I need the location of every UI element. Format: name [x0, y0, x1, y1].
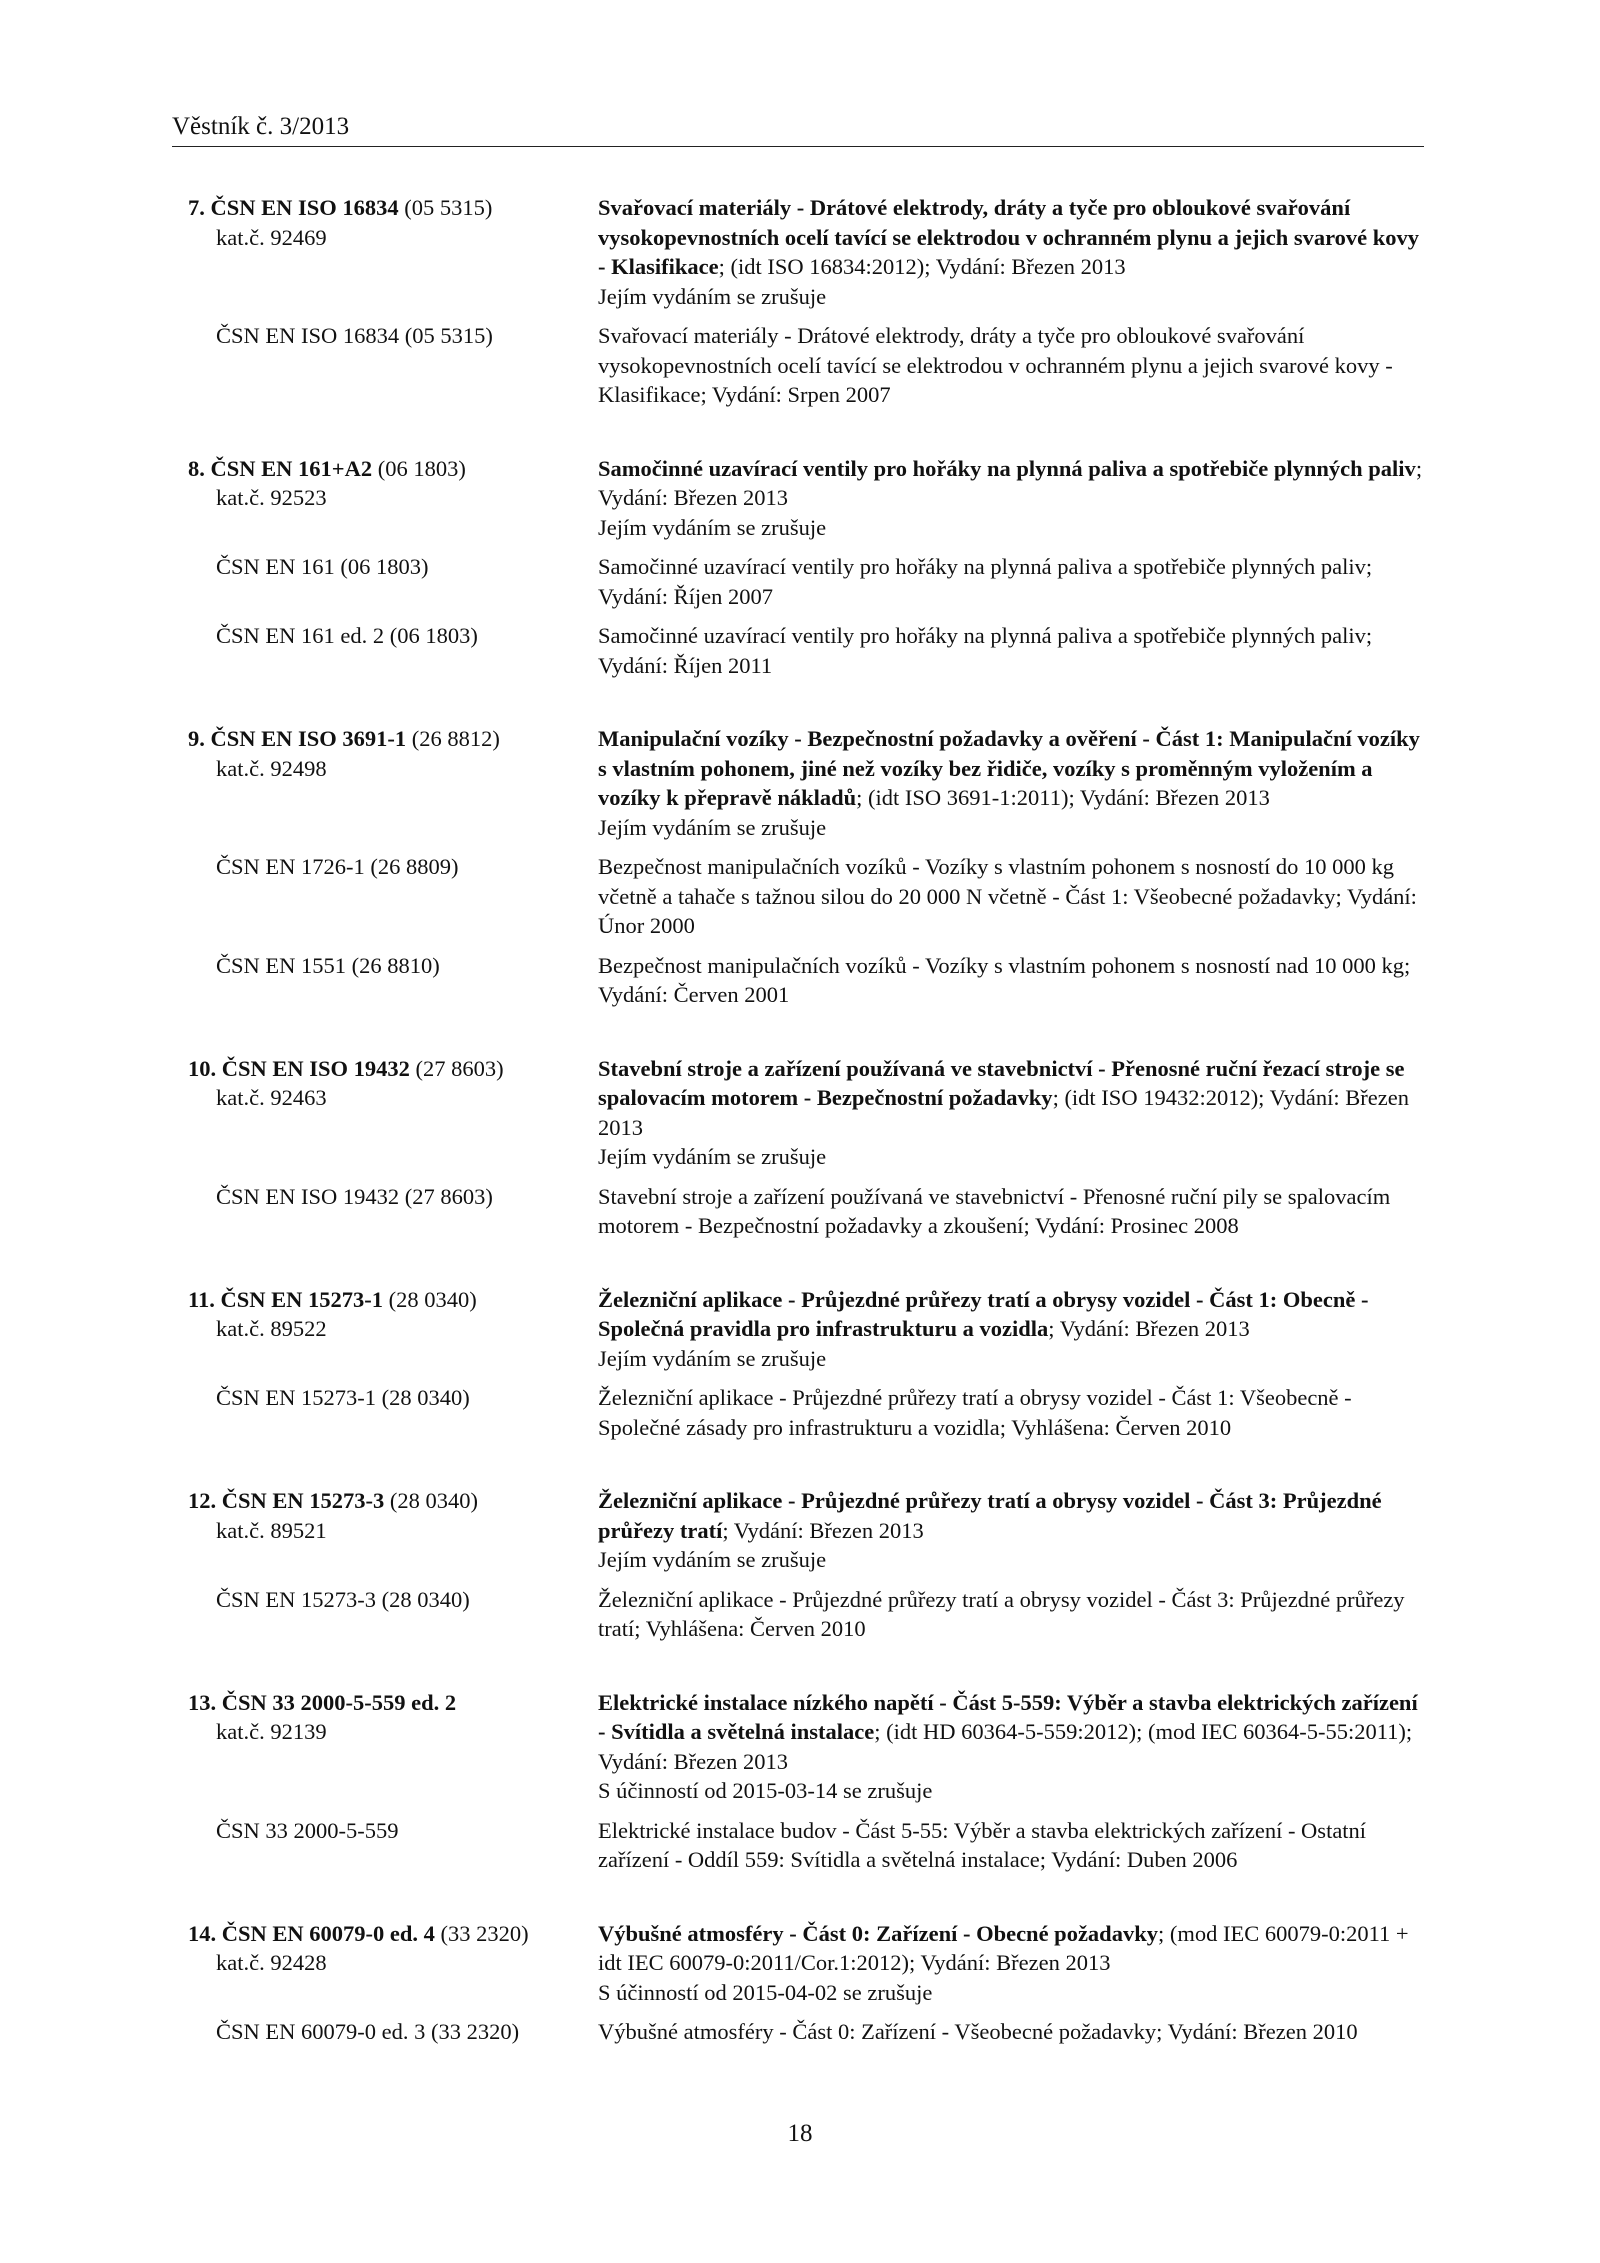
catalog-number: kat.č. 92498: [216, 755, 327, 781]
entry-description: [598, 1054, 1428, 1172]
entry-number: 10.: [188, 1055, 217, 1081]
standard-entry: [172, 1486, 1422, 1644]
classification-code: (05 5315): [404, 195, 493, 220]
replaced-standard-title: Železniční aplikace - Průjezdné průřezy tratí a obrysy vozidel - Část 1: Všeobecně - Společné zásady pro infrastrukturu a vozidla; Vyhlášena: Červen 2010: [598, 1385, 1352, 1440]
entry-description: [598, 193, 1428, 311]
entry-main-row: [172, 1486, 1422, 1575]
standard-title: Samočinné uzavírací ventily pro hořáky na plynná paliva a spotřebiče plynných paliv: [598, 455, 1416, 481]
entry-identifier: [172, 454, 598, 543]
standard-code: ČSN EN ISO 3691-1: [210, 726, 407, 751]
replaced-standard-row: [172, 621, 1422, 680]
catalog-number: kat.č. 92523: [216, 485, 327, 510]
entry-description: [598, 454, 1428, 543]
classification-code: (26 8812): [411, 726, 500, 751]
standard-code: ČSN EN 15273-1: [220, 1286, 384, 1312]
standard-code: ČSN EN 161+A2: [210, 455, 373, 481]
replaced-standard-row: [172, 1585, 1422, 1644]
standard-entry: [172, 1688, 1422, 1875]
replaced-standard-row: [172, 951, 1422, 1010]
standard-details: ; (idt HD 60364-5-559:2012); (mod IEC 60364-5-55:2011); Vydání: Březen 2013: [598, 1719, 1413, 1774]
standard-title: Výbušné atmosféry - Část 0: Zařízení - Obecné požadavky: [598, 1920, 1158, 1946]
entry-main-row: [172, 724, 1422, 842]
entry-description: [598, 1919, 1428, 2008]
replacement-note: S účinností od 2015-04-02 se zrušuje: [598, 1979, 933, 2005]
replaced-standard-code: ČSN EN 1551 (26 8810): [216, 952, 440, 978]
standard-entry: [172, 1919, 1422, 2047]
replaced-standard-code: ČSN EN ISO 16834 (05 5315): [216, 323, 493, 348]
entry-description: [598, 1486, 1428, 1575]
catalog-number: kat.č. 92463: [216, 1085, 327, 1110]
catalog-number: kat.č. 89521: [216, 1517, 327, 1543]
standard-details: ; (idt ISO 19432:2012); Vydání: Březen 2013: [598, 1085, 1409, 1140]
entry-identifier: [172, 1688, 598, 1806]
standard-title: Železniční aplikace - Průjezdné průřezy tratí a obrysy vozidel - Část 1: Obecně - Společná pravidla pro infrastrukturu a vozidla: [598, 1286, 1369, 1341]
replaced-standard-row: [172, 1182, 1422, 1241]
standard-code: ČSN 33 2000-5-559 ed. 2: [221, 1689, 457, 1715]
replacement-note: Jejím vydáním se zrušuje: [598, 1144, 827, 1169]
replaced-standard-title: Výbušné atmosféry - Část 0: Zařízení - Všeobecné požadavky; Vydání: Březen 2010: [598, 2019, 1358, 2044]
entry-main-row: [172, 1688, 1422, 1806]
replaced-standard-title: Samočinné uzavírací ventily pro hořáky na plynná paliva a spotřebiče plynných paliv; Vydání: Říjen 2007: [598, 554, 1373, 609]
entry-number: 8.: [188, 455, 205, 481]
entry-number: 7.: [188, 195, 205, 220]
classification-code: (27 8603): [415, 1055, 504, 1081]
replaced-standard-title: Stavební stroje a zařízení používaná ve stavebnictví - Přenosné ruční pily se spalovacím motorem - Bezpečnostní požadavky a zkoušení; Vydání: Prosinec 2008: [598, 1183, 1391, 1238]
replaced-standard-row: [172, 552, 1422, 611]
entry-number: 13.: [188, 1689, 217, 1715]
entry-main-row: [172, 454, 1422, 543]
entry-identifier: [172, 1285, 598, 1374]
standard-code: ČSN EN 60079-0 ed. 4: [221, 1920, 435, 1946]
entry-identifier: [172, 1919, 598, 2008]
replaced-standard-title: Samočinné uzavírací ventily pro hořáky na plynná paliva a spotřebiče plynných paliv; Vydání: Říjen 2011: [598, 623, 1373, 678]
entry-identifier: [172, 724, 598, 842]
replaced-standard-title: Bezpečnost manipulačních vozíků - Vozíky s vlastním pohonem s nosností do 10 000 kg včetně a tahače s tažnou silou do 20 000 N včetně - Část 1: Všeobecné požadavky; Vydání: Únor 2000: [598, 854, 1417, 938]
replaced-standard-code: ČSN EN 15273-1 (28 0340): [216, 1385, 470, 1410]
entry-number: 14.: [188, 1920, 217, 1946]
entry-identifier: [172, 193, 598, 311]
page-header: Věstník č. 3/2013: [172, 112, 1424, 147]
classification-code: (28 0340): [388, 1286, 477, 1312]
standard-entry: [172, 1285, 1422, 1443]
catalog-number: kat.č. 89522: [216, 1316, 327, 1341]
replaced-standard-row: [172, 2017, 1422, 2047]
replaced-standard-title: Elektrické instalace budov - Část 5-55: Výběr a stavba elektrických zařízení - Ostatní zařízení - Oddíl 559: Svítidla a světelná instalace; Vydání: Duben 2006: [598, 1817, 1367, 1872]
catalog-number: kat.č. 92428: [216, 1950, 327, 1975]
entry-main-row: [172, 193, 1422, 311]
standards-list: [172, 193, 1422, 2091]
replaced-standard-code: ČSN EN 60079-0 ed. 3 (33 2320): [216, 2019, 520, 2044]
standard-code: ČSN EN ISO 19432: [221, 1055, 410, 1081]
standard-details: ; (idt ISO 3691-1:2011); Vydání: Březen 2013: [856, 785, 1270, 810]
standard-title: Manipulační vozíky - Bezpečnostní požadavky a ověření - Část 1: Manipulační vozíky s vlastním pohonem, jiné než vozíky bez řidiče, vozíky s proměnným vyložením a vozíky k přepravě nákladů: [598, 726, 1420, 810]
replaced-standard-title: Železniční aplikace - Průjezdné průřezy tratí a obrysy vozidel - Část 3: Průjezdné průřezy tratí; Vyhlášena: Červen 2010: [598, 1586, 1405, 1641]
replaced-standard-code: ČSN EN 1726-1 (26 8809): [216, 854, 459, 879]
entry-number: 11.: [188, 1286, 215, 1312]
replacement-note: Jejím vydáním se zrušuje: [598, 514, 827, 540]
entry-identifier: [172, 1486, 598, 1575]
catalog-number: kat.č. 92139: [216, 1719, 327, 1744]
standard-entry: [172, 193, 1422, 410]
standard-entry: [172, 454, 1422, 681]
entry-main-row: [172, 1054, 1422, 1172]
entry-number: 12.: [188, 1488, 217, 1513]
replaced-standard-code: ČSN 33 2000-5-559: [216, 1817, 399, 1843]
standard-entry: [172, 724, 1422, 1010]
replaced-standard-row: [172, 852, 1422, 941]
entry-description: [598, 1285, 1428, 1374]
catalog-number: kat.č. 92469: [216, 224, 327, 250]
replaced-standard-code: ČSN EN 161 (06 1803): [216, 554, 429, 579]
standard-title: Svařovací materiály - Drátové elektrody, dráty a tyče pro obloukové svařování vysokopevnostních ocelí tavící se elektrodou v ochranném plynu a jejich svarové kovy - Klasifikace: [598, 195, 1420, 279]
standard-details: ; Vydání: Březen 2013: [598, 455, 1423, 510]
entry-description: [598, 724, 1428, 842]
replaced-standard-code: ČSN EN 161 ed. 2 (06 1803): [216, 623, 478, 648]
standard-details: ; (mod IEC 60079-0:2011 + idt IEC 60079-0:2011/Cor.1:2012); Vydání: Březen 2013: [598, 1920, 1409, 1975]
replacement-note: Jejím vydáním se zrušuje: [598, 283, 827, 309]
page-number: 18: [787, 2120, 813, 2147]
entry-main-row: [172, 1919, 1422, 2008]
standard-title: Elektrické instalace nízkého napětí - Část 5-559: Výběr a stavba elektrických zařízení - Svítidla a světelná instalace: [598, 1689, 1418, 1744]
replacement-note: Jejím vydáním se zrušuje: [598, 1345, 827, 1371]
standard-title: Stavební stroje a zařízení používaná ve stavebnictví - Přenosné ruční řezací stroje se spalovacím motorem - Bezpečnostní požadavky: [598, 1055, 1405, 1110]
standard-details: ; Vydání: Březen 2013: [722, 1517, 924, 1543]
entry-main-row: [172, 1285, 1422, 1374]
replaced-standard-row: [172, 1816, 1422, 1875]
standard-code: ČSN EN ISO 16834: [210, 195, 399, 220]
entry-identifier: [172, 1054, 598, 1172]
replaced-standard-code: ČSN EN ISO 19432 (27 8603): [216, 1183, 493, 1209]
entry-number: 9.: [188, 726, 205, 751]
entry-description: [598, 1688, 1428, 1806]
classification-code: (06 1803): [377, 455, 466, 481]
standard-code: ČSN EN 15273-3: [221, 1488, 385, 1513]
replaced-standard-row: [172, 1383, 1422, 1442]
standard-title: Železniční aplikace - Průjezdné průřezy tratí a obrysy vozidel - Část 3: Průjezdné průřezy tratí: [598, 1488, 1382, 1543]
replaced-standard-code: ČSN EN 15273-3 (28 0340): [216, 1586, 470, 1612]
standard-entry: [172, 1054, 1422, 1241]
classification-code: (28 0340): [389, 1488, 479, 1513]
replacement-note: Jejím vydáním se zrušuje: [598, 814, 827, 840]
replacement-note: Jejím vydáním se zrušuje: [598, 1547, 827, 1572]
replaced-standard-title: Svařovací materiály - Drátové elektrody, dráty a tyče pro obloukové svařování vysokopevnostních ocelí tavící se elektrodou v ochranném plynu a jejich svarové kovy - Klasifikace; Vydání: Srpen 2007: [598, 323, 1393, 407]
standard-details: ; (idt ISO 16834:2012); Vydání: Březen 2013: [718, 254, 1126, 279]
replaced-standard-row: [172, 321, 1422, 410]
standard-details: ; Vydání: Březen 2013: [1048, 1316, 1250, 1341]
replacement-note: S účinností od 2015-03-14 se zrušuje: [598, 1778, 933, 1803]
classification-code: (33 2320): [440, 1920, 529, 1946]
replaced-standard-title: Bezpečnost manipulačních vozíků - Vozíky s vlastním pohonem s nosností nad 10 000 kg; Vydání: Červen 2001: [598, 952, 1411, 1007]
